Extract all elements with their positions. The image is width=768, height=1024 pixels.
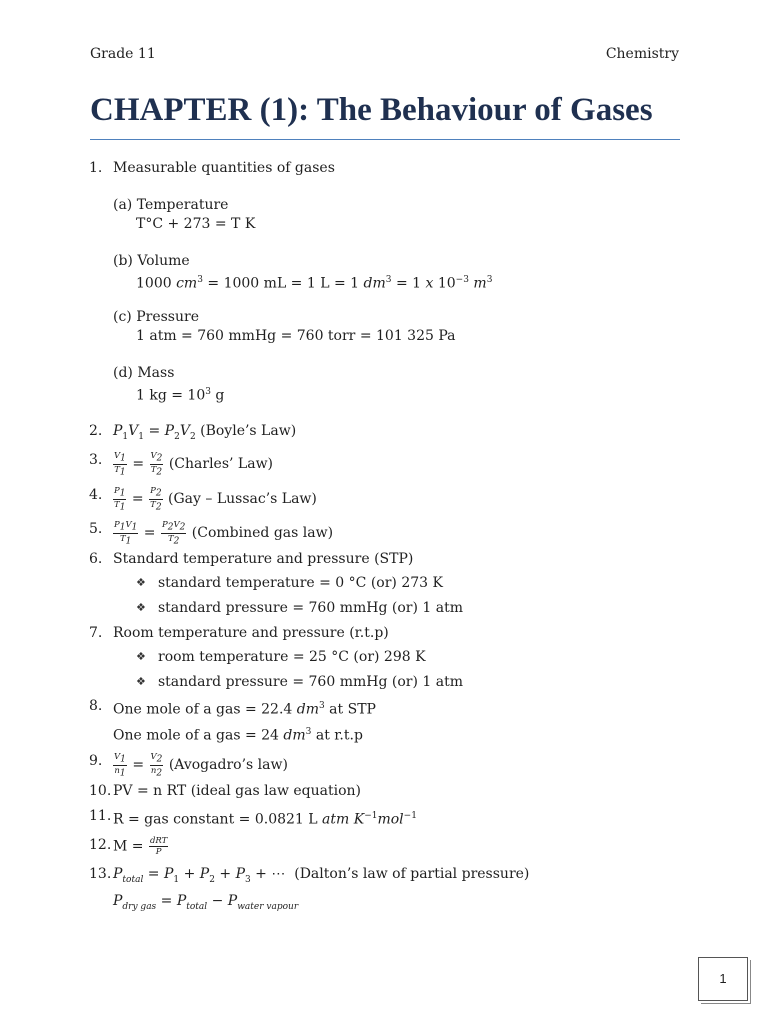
volume-equation: 1000 $cm^3 = 1000$ mL = 1 L = 1 $dm^3 = 1$ x $10^{-3}$ $m^3$ [136, 275, 493, 292]
item-number: 6. [89, 551, 103, 567]
gay-lussac-law: $\frac{P_1}{T_1}$ = $\frac{P_2}{T_2}$ (Gay – Lussac’s Law) [114, 486, 317, 513]
item-number: 7. [89, 625, 103, 641]
charles-law: $\frac{V_1}{T_1}$ = $\frac{V_2}{T_2}$ (Charles’ Law) [114, 451, 274, 478]
item-number: 2. [89, 423, 103, 439]
item-number: 13. [89, 866, 112, 882]
temperature-label: (a) Temperature [113, 197, 229, 213]
mole-volume-rtp: One mole of a gas = 24 $dm^3$ at r.t.p [113, 727, 363, 744]
pressure-equation: 1 atm = 760 mmHg = 760 torr = 101 325 Pa [136, 328, 456, 344]
dry-gas-pressure: $P_{dry gas} = P_{total} - P_{water vapour}$ [113, 893, 299, 912]
diamond-bullet-icon: ❖ [136, 650, 146, 663]
title-rule [90, 139, 680, 140]
diamond-bullet-icon: ❖ [136, 601, 146, 614]
volume-label: (b) Volume [113, 253, 190, 269]
item-number: 4. [89, 487, 103, 503]
diamond-bullet-icon: ❖ [136, 576, 146, 589]
header-grade: Grade 11 [90, 46, 156, 62]
item-number: 10. [89, 783, 112, 799]
rtp-temperature: room temperature = 25 °C (or) 298 K [158, 649, 426, 665]
stp-pressure: standard pressure = 760 mmHg (or) 1 atm [158, 600, 463, 616]
molar-mass-equation: M = $\frac{\text{dRT}}{P}$ [113, 836, 168, 857]
rtp-pressure: standard pressure = 760 mmHg (or) 1 atm [158, 674, 463, 690]
item-measurable: Measurable quantities of gases [113, 160, 335, 176]
header-subject: Chemistry [605, 46, 679, 62]
boyle-law: $P_1V_1 = P_2V_2$ (Boyle’s Law) [113, 423, 297, 442]
dalton-law: $P_{total} = P_1 + P_2 + P_3$ + ⋯ (Dalton’s law of partial pressure) [113, 866, 530, 885]
stp-temperature: standard temperature = 0 °C (or) 273 K [158, 575, 443, 591]
pressure-label: (c) Pressure [113, 309, 199, 325]
item-number: 5. [89, 521, 103, 537]
avogadro-law: $\frac{V_1}{n_1}$ = $\frac{V_2}{n_2}$ (Avogadro’s law) [114, 752, 288, 779]
mass-equation: 1 kg = $10^3$ g [136, 387, 225, 404]
item-number: 11. [89, 808, 112, 824]
chapter-title: CHAPTER (1): The Behaviour of Gases [90, 92, 653, 128]
combined-gas-law: $\frac{P_1V_1}{T_1}$ = $\frac{P_2V_2}{T_2}$ (Combined gas law) [114, 520, 334, 547]
item-number: 8. [89, 698, 103, 714]
gas-constant: R = gas constant = 0.0821 L atm $K^{-1}mol^{-1}$ [113, 811, 417, 828]
ideal-gas-law: PV = n RT (ideal gas law equation) [113, 783, 361, 799]
mass-label: (d) Mass [113, 365, 175, 381]
item-number: 9. [89, 753, 103, 769]
page-number: 1 [719, 971, 727, 986]
item-number: 1. [89, 160, 103, 176]
rtp-heading: Room temperature and pressure (r.t.p) [113, 625, 389, 641]
page-number-box [698, 957, 748, 1001]
temperature-equation: T°C + 273 = T K [136, 216, 256, 232]
item-number: 3. [89, 452, 103, 468]
stp-heading: Standard temperature and pressure (STP) [113, 551, 414, 567]
item-number: 12. [89, 837, 112, 853]
diamond-bullet-icon: ❖ [136, 675, 146, 688]
mole-volume-stp: One mole of a gas = 22.4 $dm^3$ at STP [113, 701, 376, 718]
